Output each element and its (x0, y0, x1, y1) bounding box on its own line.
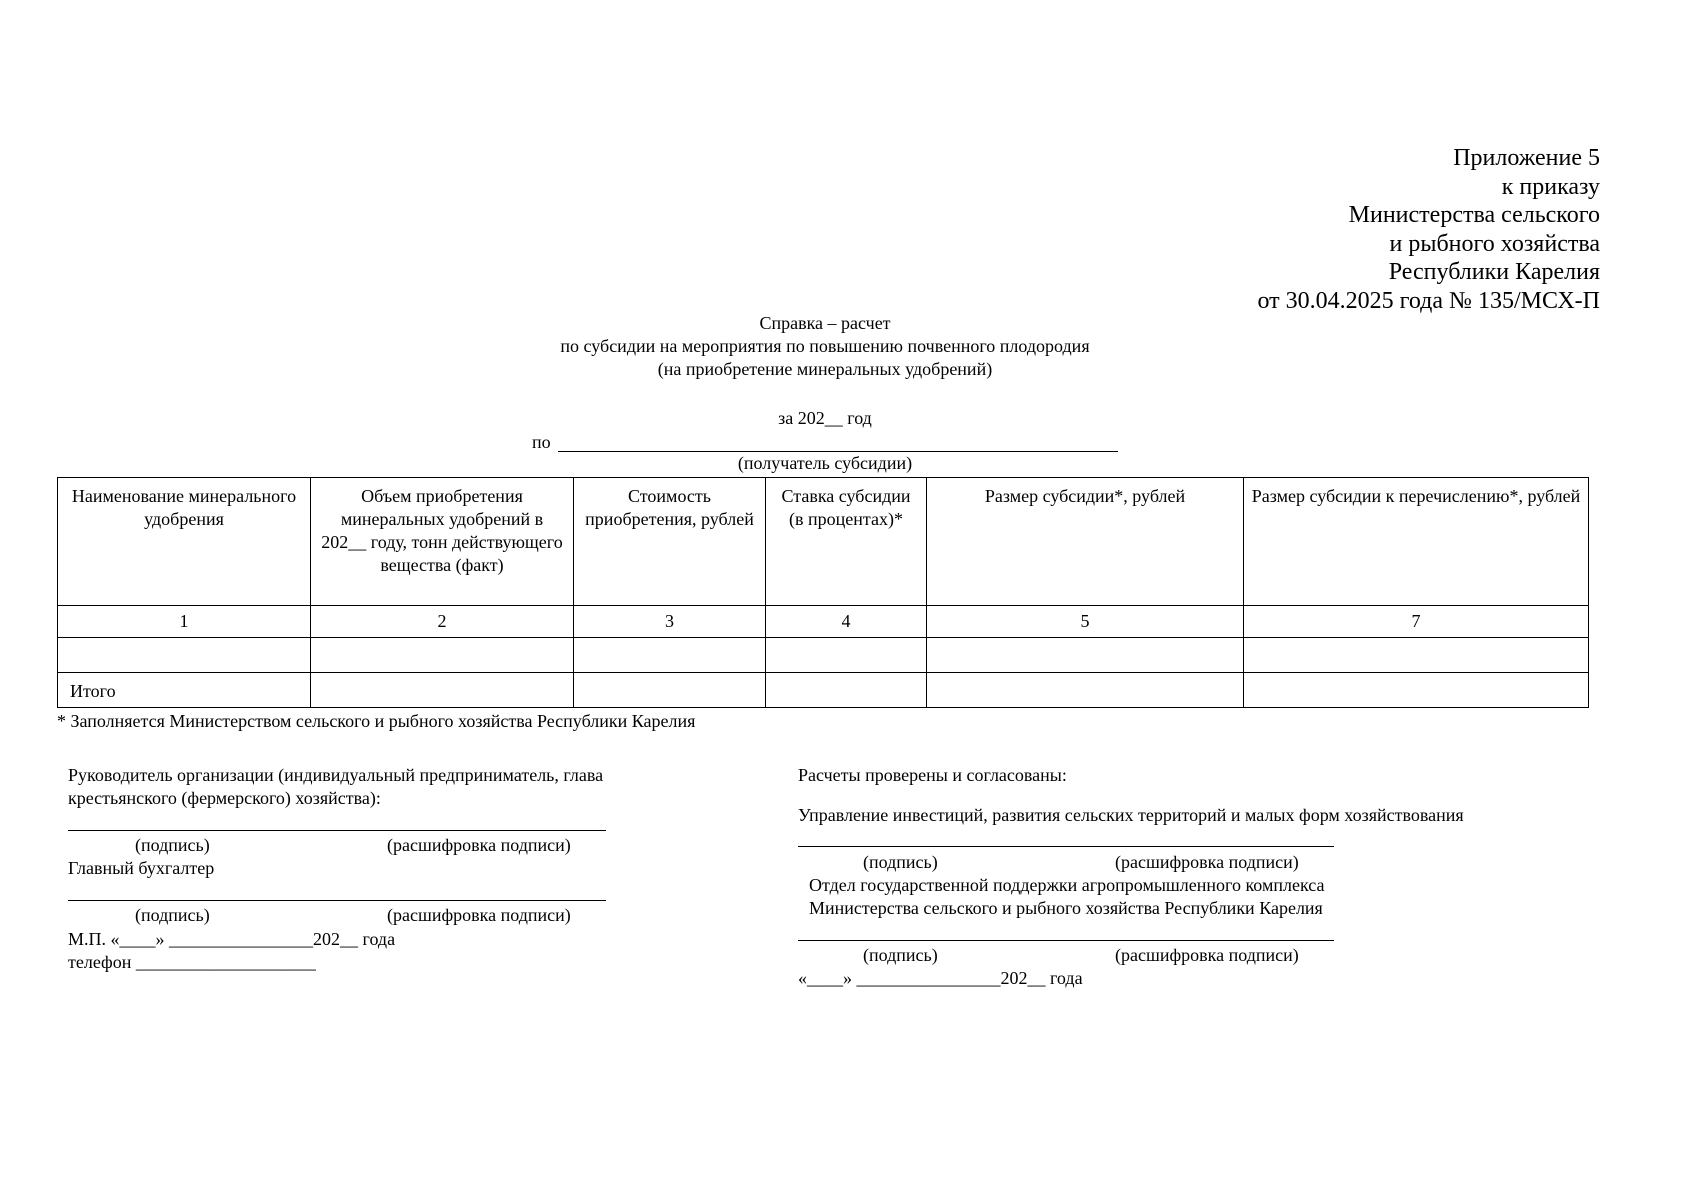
appendix-order: к приказу (1501, 173, 1600, 200)
table-cell[interactable] (927, 638, 1244, 673)
approval-date-line[interactable]: «____» ________________202__ года (798, 968, 1083, 988)
document-title (400, 312, 1250, 381)
appendix-ministry: Министерства сельского (1348, 202, 1600, 228)
column-number: 3 (574, 606, 766, 638)
accountant-label: Главный бухгалтер (68, 858, 215, 878)
period-label: за 202__ год (778, 408, 872, 428)
footnote: * Заполняется Министерством сельского и рыбного хозяйства Республики Карелия (57, 711, 696, 731)
head-decode-caption: (расшифровка подписи) (387, 835, 571, 855)
recipient-prefix: по (532, 432, 551, 452)
header-subsidy-transfer: Размер субсидии к перечислению*, рублей (1244, 478, 1589, 606)
division-label-line-1: Отдел государственной поддержки агропромышленного комплекса (809, 875, 1325, 895)
column-number: 7 (1244, 606, 1589, 638)
table-cell[interactable] (574, 638, 766, 673)
header-fertilizer-name: Наименование минерального удобрения (58, 478, 311, 606)
department-signature-line[interactable] (798, 846, 1334, 847)
appendix-date: от 30.04.2025 года № 135/МСХ-П (1257, 287, 1600, 314)
header-purchase-volume: Объем приобретения минеральных удобрений в 202__ году, тонн действующего вещества (факт) (311, 478, 574, 606)
calculation-table (57, 477, 1589, 708)
recipient-fill-line[interactable] (558, 451, 1118, 452)
appendix-header (1257, 144, 1600, 315)
header-purchase-cost: Стоимость приобретения, рублей (574, 478, 766, 606)
table-cell[interactable] (58, 638, 311, 673)
accountant-signature-line[interactable] (68, 900, 606, 901)
head-label-line-1: Руководитель организации (индивидуальный предприниматель, глава (68, 765, 604, 785)
department-decode-caption: (расшифровка подписи) (1115, 852, 1299, 872)
stamp-date-line[interactable]: М.П. «____» ________________202__ года (68, 929, 396, 949)
header-subsidy-rate: Ставка субсидии (в процентах)* (766, 478, 927, 606)
division-label-line-2: Министерства сельского и рыбного хозяйства Республики Карелия (809, 898, 1323, 918)
column-number-row (58, 606, 1589, 638)
table-cell[interactable] (574, 673, 766, 708)
table-cell[interactable] (1244, 638, 1589, 673)
column-number: 2 (311, 606, 574, 638)
column-number: 5 (927, 606, 1244, 638)
table-cell[interactable] (311, 638, 574, 673)
head-sign-caption: (подпись) (135, 835, 210, 855)
title-line-1: Справка – расчет (759, 313, 891, 333)
division-decode-caption: (расшифровка подписи) (1115, 945, 1299, 965)
table-row (58, 638, 1589, 673)
head-signature-line[interactable] (68, 830, 606, 831)
appendix-ministry-2: и рыбного хозяйства (1389, 230, 1600, 257)
recipient-caption: (получатель субсидии) (737, 453, 913, 473)
title-line-3: (на приобретение минеральных удобрений) (657, 359, 993, 379)
title-line-2: по субсидии на мероприятия по повышению почвенного плодородия (560, 336, 1090, 356)
table-cell[interactable] (1244, 673, 1589, 708)
appendix-number: Приложение 5 (1453, 145, 1600, 171)
table-cell[interactable] (927, 673, 1244, 708)
header-subsidy-amount: Размер субсидии*, рублей (927, 478, 1244, 606)
department-sign-caption: (подпись) (863, 852, 938, 872)
table-cell[interactable] (311, 673, 574, 708)
column-number: 1 (58, 606, 311, 638)
department-label: Управление инвестиций, развития сельских территорий и малых форм хозяйствования (798, 805, 1464, 825)
checked-label: Расчеты проверены и согласованы: (798, 765, 1067, 785)
phone-line[interactable]: телефон ____________________ (68, 952, 316, 972)
accountant-sign-caption: (подпись) (135, 905, 210, 925)
table-header-row (58, 478, 1589, 606)
table-cell[interactable] (766, 638, 927, 673)
division-signature-line[interactable] (798, 940, 1334, 941)
total-row (58, 673, 1589, 708)
division-sign-caption: (подпись) (863, 945, 938, 965)
total-label: Итого (58, 673, 311, 708)
appendix-republic: Республики Карелия (1388, 259, 1600, 285)
table-cell[interactable] (766, 673, 927, 708)
column-number: 4 (766, 606, 927, 638)
accountant-decode-caption: (расшифровка подписи) (387, 905, 571, 925)
head-label-line-2: крестьянского (фермерского) хозяйства): (68, 788, 381, 808)
